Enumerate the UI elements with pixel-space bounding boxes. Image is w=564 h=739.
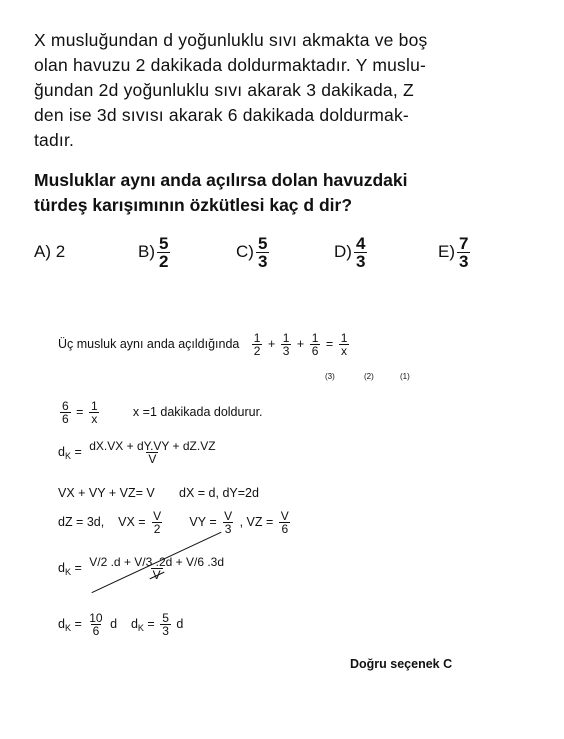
fraction-numerator: 4 (355, 233, 366, 253)
fraction-denominator: 2 (153, 522, 161, 536)
equals-sign: = (325, 336, 334, 351)
choice-b[interactable] (138, 230, 172, 274)
fraction (279, 510, 291, 535)
question-line: olan havuzu 2 dakikada doldurmaktadır. Y muslu- (34, 55, 427, 75)
choice-fraction (157, 235, 170, 270)
weight-label: (2) (364, 372, 374, 381)
equals-sign: = (76, 404, 84, 419)
fraction-numerator: V (280, 509, 289, 523)
question-line: tadır. (34, 130, 75, 150)
fraction-numerator: 1 (340, 331, 348, 345)
fraction-denominator: 6 (281, 522, 289, 536)
question-prompt (34, 168, 544, 218)
fraction (160, 612, 171, 637)
fraction-denominator: V (148, 452, 157, 466)
choice-fraction (256, 235, 269, 270)
density-symbol: $d_K$ (130, 616, 144, 633)
equals-sign: = (74, 444, 82, 459)
solution-line-6 (58, 556, 228, 581)
answer-choices (34, 230, 534, 274)
choice-label: C) (236, 242, 254, 261)
fraction-denominator: 3 (224, 522, 232, 536)
fraction-numerator: 6 (62, 399, 69, 413)
fraction-denominator: 3 (355, 251, 366, 271)
fraction-numerator: V (224, 509, 233, 523)
choice-fraction (457, 235, 470, 270)
question-line: ğundan 2d yoğunluklu sıvı akarak 3 dakikada, Z (34, 80, 414, 100)
substituted-formula (87, 556, 226, 581)
weight-label: (1) (400, 372, 410, 381)
fraction-numerator: 5 (257, 233, 268, 253)
fraction-denominator: 6 (311, 344, 319, 358)
weight-label: (3) (325, 372, 335, 381)
fraction-denominator: 2 (159, 251, 169, 271)
solution-line-1 (58, 332, 351, 357)
solution-line-3 (58, 440, 220, 465)
fraction-denominator: 3 (459, 251, 469, 271)
solution-line-2 (58, 400, 263, 425)
fraction-numerator: 1 (282, 331, 290, 345)
unit-d: d (110, 616, 118, 631)
plus-sign: + (296, 336, 305, 351)
fraction-denominator: 3 (257, 251, 268, 271)
fraction (87, 612, 104, 637)
fraction (339, 332, 350, 357)
solution-line-4 (58, 486, 259, 500)
density-z: dZ = 3d, (58, 514, 105, 529)
fraction-numerator: 5 (159, 233, 169, 253)
fraction-denominator: x (91, 412, 98, 426)
equals-sign: = (74, 560, 82, 575)
solution-intro: Üç musluk aynı anda açıldığında (58, 336, 240, 351)
fraction (89, 400, 100, 425)
fraction-numerator: 1 (90, 399, 98, 413)
choice-label: A) 2 (34, 242, 66, 261)
choice-e[interactable] (438, 230, 472, 274)
volume-z-label: , VZ = (239, 514, 274, 529)
question-prompt-line: türdeş karışımının özkütlesi kaç d dir? (34, 195, 353, 215)
fraction-numerator: 5 (162, 611, 169, 625)
fraction-numerator: 10 (89, 611, 103, 625)
choice-label: D) (334, 242, 352, 261)
choice-c[interactable] (236, 230, 271, 274)
fraction-numerator: 1 (253, 331, 261, 345)
fraction (281, 332, 292, 357)
question-prompt-line: Musluklar aynı anda açılırsa dolan havuzdaki (34, 170, 408, 190)
solution-line-5 (58, 510, 293, 535)
density-values: dX = d, dY=2d (179, 486, 259, 500)
plus-sign: + (267, 336, 276, 351)
fill-time-text: x =1 dakikada doldurur. (132, 404, 263, 419)
volume-y-label: VY = (189, 514, 217, 529)
fraction-denominator: 6 (62, 412, 69, 426)
fraction (310, 332, 321, 357)
choice-a[interactable] (34, 230, 65, 274)
choice-label: B) (138, 242, 155, 261)
question-text (34, 28, 534, 153)
equals-sign: = (147, 616, 155, 631)
question-line: X musluğundan d yoğunluklu sıvı akmakta ve boş (34, 30, 428, 50)
question-line: den ise 3d sıvısı akarak 6 dakikada doldurmak- (34, 105, 409, 125)
fraction-denominator: V (152, 568, 161, 582)
fraction-denominator: x (341, 344, 348, 358)
fraction-numerator: dX.VX + dY.VY + dZ.VZ (89, 439, 216, 453)
density-symbol: $d_K$ (58, 560, 71, 577)
fraction-denominator: 3 (162, 624, 169, 638)
fraction (222, 510, 234, 535)
correct-answer: Doğru seçenek C (350, 657, 453, 671)
choice-label: E) (438, 242, 455, 261)
density-symbol: $d_K$ (58, 444, 71, 461)
fraction-numerator: V (153, 509, 162, 523)
volume-x-label: VX = (118, 514, 146, 529)
choice-d[interactable] (334, 230, 369, 274)
solution-line-7 (58, 612, 183, 637)
fraction (252, 332, 263, 357)
fraction-denominator: 2 (253, 344, 261, 358)
fraction (60, 400, 71, 425)
equals-sign: = (74, 616, 82, 631)
fraction-numerator: V/2 .d + V/3 .2d + V/6 .3d (89, 555, 225, 569)
mixture-density-formula (87, 440, 217, 465)
fraction-numerator: 7 (459, 233, 469, 253)
choice-fraction (354, 235, 367, 270)
unit-d: d (176, 616, 184, 631)
fraction-numerator: 1 (311, 331, 319, 345)
density-symbol: $d_K$ (58, 616, 71, 633)
volume-sum: VX + VY + VZ= V (58, 486, 155, 500)
fraction-denominator: 3 (282, 344, 290, 358)
fraction-denominator: 6 (92, 624, 100, 638)
fraction (151, 510, 163, 535)
